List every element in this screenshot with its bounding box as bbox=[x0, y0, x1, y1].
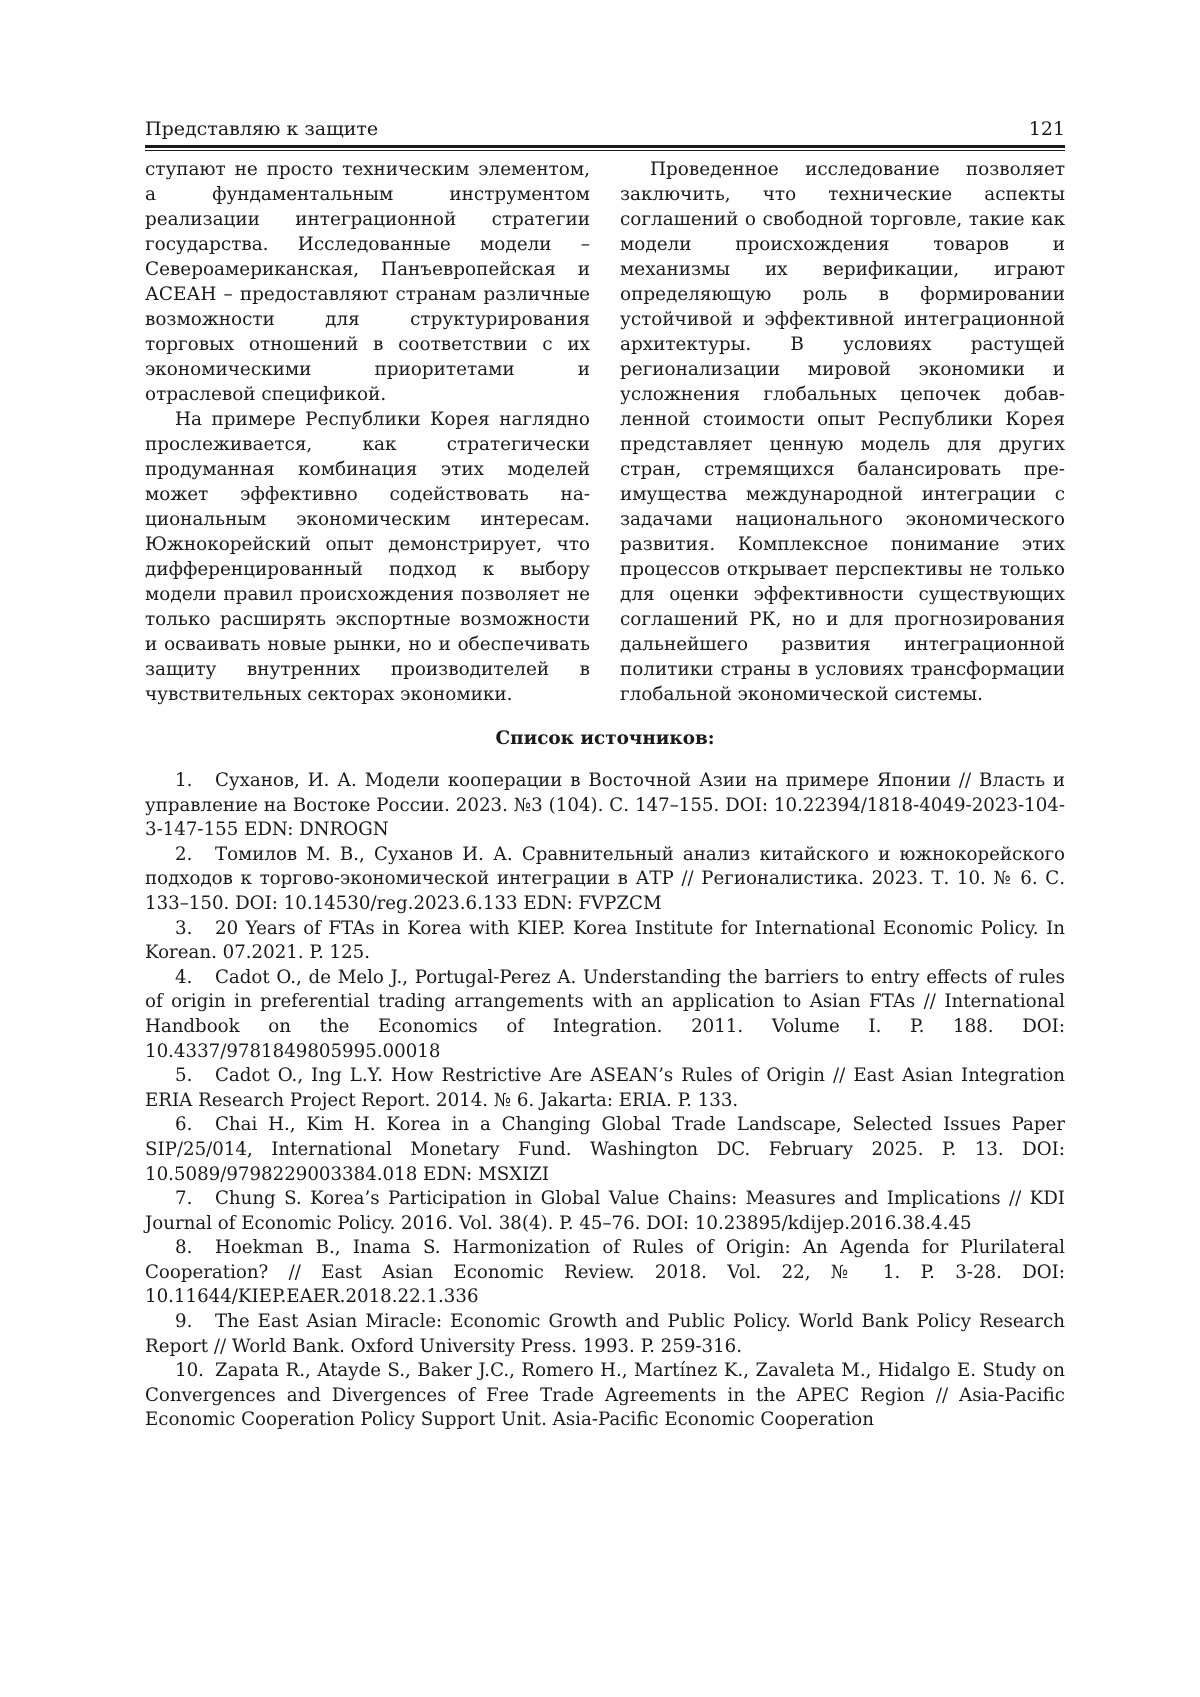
reference-number: 1. bbox=[175, 770, 193, 791]
reference-number: 2. bbox=[175, 843, 193, 865]
page bbox=[145, 118, 1065, 1433]
page-number: 121 bbox=[1028, 118, 1065, 140]
right-column bbox=[620, 157, 1065, 707]
reference-text: Cadot O., de Melo J., Portugal-Perez A. Understanding the barriers to entry effects of rules of origin in preferential trading arrangements with an application to Asian FTAs // International Handbook on the Economics of Integration. 2011. Volume I. P. 188. DOI: 10.4337/9781849805995.00018 bbox=[145, 966, 1065, 1062]
reference-item bbox=[145, 966, 1065, 1064]
reference-text: Hoekman B., Inama S. Harmonization of Rules of Origin: An Agenda for Plurilateral Cooperation? // East Asian Economic Review. 2018. Vol. 22, № 1. P. 3-28. DOI: 10.11644/KIEP.EAER.2018.22.1.336 bbox=[145, 1237, 1065, 1308]
running-head bbox=[145, 118, 1065, 145]
reference-text: Томилов М. В., Суханов И. А. Сравнительный анализ китайского и южнокорейского подходов к торгово-экономической интеграции в АТР // Регионалистика. 2023. Т. 10. № 6. С. 133–150. DOI: 10.14530/reg.2023.6.133 EDN: FVPZCM bbox=[145, 843, 1065, 914]
reference-number: 7. bbox=[175, 1188, 193, 1210]
reference-item bbox=[145, 843, 1065, 917]
reference-text: 20 Years of FTAs in Korea with KIEP. Korea Institute for International Economic Policy. In Korean. 07.2021. P. 125. bbox=[145, 917, 1065, 964]
reference-item bbox=[145, 917, 1065, 966]
body-columns bbox=[145, 157, 1065, 707]
reference-item bbox=[145, 1187, 1065, 1236]
right-paragraph-1: Проведенное исследование позволяет заключить, что технические аспекты соглашений о свободной торговле, такие как модели происхождения товаров и механизмы их верификации, играют определяющую роль в формировании устойчивой и эффективной интеграционной архитектуры. В условиях растущей регионализации мировой экономики и усложнения глобальных цепочек добавленной стоимости опыт Республики Корея представляет ценную модель для других стран, стремящихся балансировать преимущества международной интеграции с задачами национального экономического развития. Комплексное понимание этих процессов открывает перспективы не только для оценки эффективности существующих соглашений РК, но и для прогнозирования дальнейшего развития интеграционной политики страны в условиях трансформации глобальной экономической системы. bbox=[620, 159, 1065, 705]
reference-number: 8. bbox=[175, 1237, 193, 1259]
reference-number: 5. bbox=[175, 1065, 193, 1087]
reference-item bbox=[145, 1236, 1065, 1310]
left-column bbox=[145, 157, 590, 707]
reference-text: Chung S. Korea’s Participation in Global Value Chains: Measures and Implications // KDI Journal of Economic Policy. 2016. Vol. 38(4). P. 45–76. DOI: 10.23895/kdijep.2016.38.4.45 bbox=[145, 1188, 1065, 1234]
reference-text: Суханов, И. А. Модели кооперации в Восточной Азии на примере Японии // Власть и управление на Востоке России. 2023. №3 (104). С. 147–155. DOI: 10.22394/1818-4049-2023-104-3-147-155 EDN: DNROGN bbox=[145, 770, 1065, 841]
reference-item bbox=[145, 1113, 1065, 1187]
reference-number: 10. bbox=[175, 1360, 204, 1382]
reference-item bbox=[145, 1310, 1065, 1359]
reference-text: Cadot O., Ing L.Y. How Restrictive Are ASEAN’s Rules of Origin // East Asian Integration ERIA Research Project Report. 2014. № 6. Jakarta: ERIA. P. 133. bbox=[145, 1065, 1065, 1111]
reference-text: Chai H., Kim H. Korea in a Changing Global Trade Landscape, Selected Issues Paper SIP/25/014, International Monetary Fund. Washington DC. February 2025. P. 13. DOI: 10.5089/9798229003384.018 EDN: MSXIZI bbox=[145, 1114, 1065, 1185]
references-title: Список источников: bbox=[495, 728, 715, 749]
reference-number: 9. bbox=[175, 1311, 193, 1333]
reference-number: 3. bbox=[175, 917, 193, 939]
reference-item bbox=[145, 769, 1065, 843]
references-list bbox=[145, 769, 1065, 1433]
reference-item bbox=[145, 1359, 1065, 1433]
left-paragraph-1: ступают не просто техническим элементом, а фундаментальным инструментом реализации интеграционной стратегии государства. Исследованные модели – Североамериканская, Панъевропейская и АСЕАН – предоставляют странам различные возможности для структурирования торговых отношений в соответствии с их экономическими приоритетами и отраслевой спецификой. bbox=[145, 159, 590, 405]
reference-item bbox=[145, 1064, 1065, 1113]
reference-number: 6. bbox=[175, 1114, 193, 1136]
header-rule-thick bbox=[145, 145, 1065, 148]
reference-text: Zapata R., Atayde S., Baker J.C., Romero H., Martínez K., Zavaleta M., Hidalgo E. Study on Convergences and Divergences of Free Trade Agreements in the APEC Region // Asia-Pacific Economic Cooperation Policy Support Unit. Asia-Pacific Economic Cooperation bbox=[145, 1360, 1065, 1431]
running-title: Представляю к защите bbox=[145, 118, 379, 140]
reference-number: 4. bbox=[175, 966, 193, 988]
reference-text: The East Asian Miracle: Economic Growth and Public Policy. World Bank Policy Research Report // World Bank. Oxford University Press. 1993. P. 259-316. bbox=[145, 1311, 1065, 1357]
left-paragraph-2: На примере Республики Корея наглядно прослеживается, как стратегически продуманная комбинация этих моделей может эффективно содействовать национальным экономическим интересам. Южнокорейский опыт демонстрирует, что дифференцированный подход к выбору модели правил происхождения позволяет не только расширять экспортные возможности и осваивать новые рынки, но и обеспечивать защиту внутренних производителей в чувствительных секторах экономики. bbox=[145, 409, 590, 705]
header-rule-thin bbox=[145, 150, 1065, 151]
